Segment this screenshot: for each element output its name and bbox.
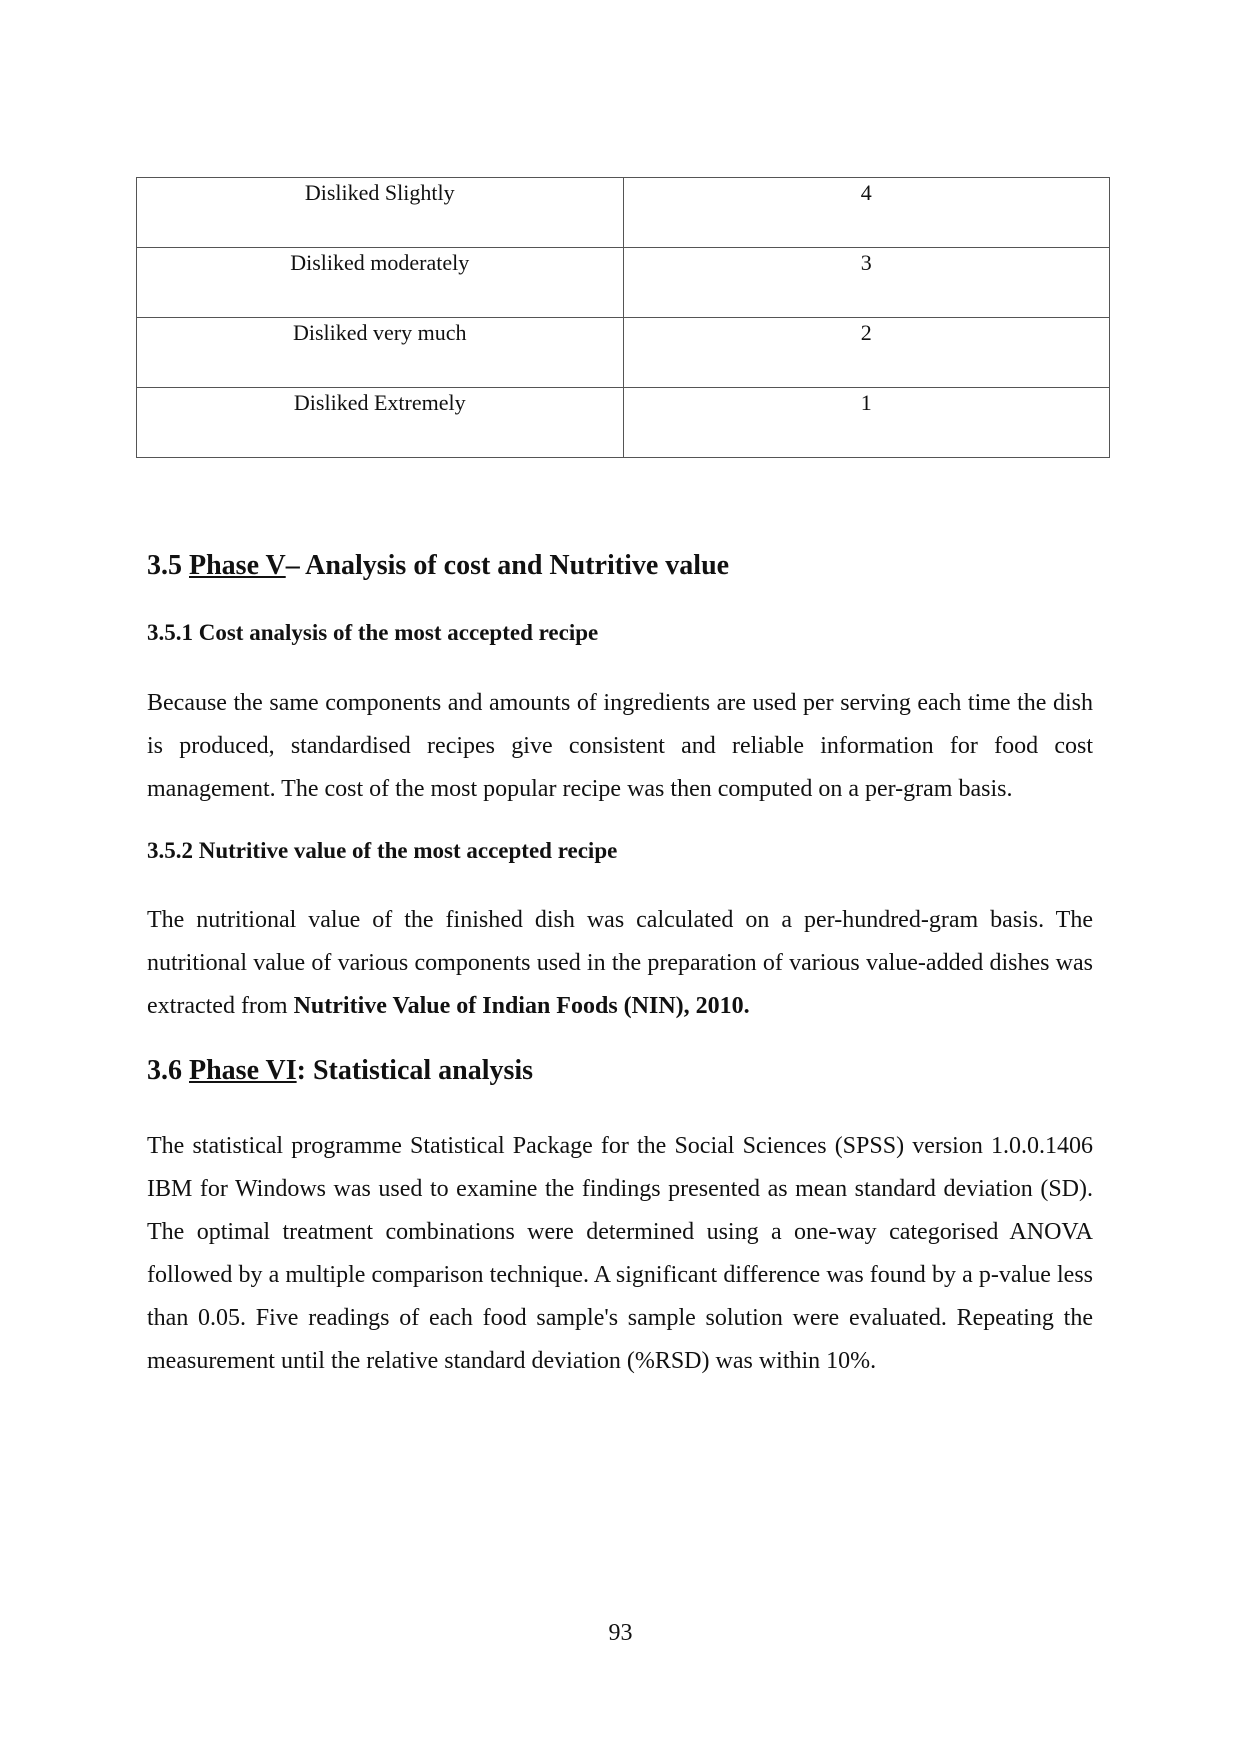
section-number: 3.5 bbox=[147, 550, 182, 581]
paragraph-statistical-analysis: The statistical programme Statistical Package for the Social Sciences (SPSS) version 1.0.0.1406 IBM for Windows was used to examine the findings presented as mean standard deviation (SD). The optimal treatment combinations were determined using a one-way categorised ANOVA followed by a multiple comparison technique. A significant difference was found by a p-value less than 0.05. Five readings of each food sample's sample solution were evaluated. Repeating the measurement until the relative standard deviation (%RSD) was within 10%. bbox=[147, 1133, 1093, 1374]
table-row bbox=[137, 318, 1110, 388]
section-number: 3.6 bbox=[147, 1055, 182, 1086]
subsection-heading-3-5-2: 3.5.2 Nutritive value of the most accepted recipe bbox=[147, 838, 618, 863]
paragraph-nutritive-value bbox=[147, 899, 1093, 1028]
table-row bbox=[137, 178, 1110, 248]
section-title: : Statistical analysis bbox=[296, 1055, 534, 1086]
page-number: 93 bbox=[608, 1620, 633, 1646]
table-cell-score: 2 bbox=[623, 318, 1110, 388]
section-heading-3-6 bbox=[147, 1055, 533, 1087]
section-phase: Phase V bbox=[189, 550, 286, 581]
paragraph-cost-analysis: Because the same components and amounts of ingredients are used per serving each time the dish is produced, standardised recipes give consistent and reliable information for food cost management. The cost of the most popular recipe was then computed on a per-gram basis. bbox=[147, 690, 1093, 802]
table-row bbox=[137, 248, 1110, 318]
table-cell-score: 1 bbox=[623, 388, 1110, 458]
table-cell-score: 3 bbox=[623, 248, 1110, 318]
table-cell-label: Disliked moderately bbox=[137, 248, 624, 318]
paragraph-citation: Nutritive Value of Indian Foods (NIN), 2010. bbox=[293, 993, 750, 1019]
section-title: – Analysis of cost and Nutritive value bbox=[285, 550, 730, 581]
paragraph-text: The nutritional value of the finished dish was calculated on a per-hundred-gram basis. The nutritional value of various components used in the preparation of various value-added dishes was extracted from bbox=[147, 907, 1093, 1019]
table-cell-label: Disliked Slightly bbox=[137, 178, 624, 248]
table-cell-label: Disliked very much bbox=[137, 318, 624, 388]
table-row bbox=[137, 388, 1110, 458]
hedonic-scale-table bbox=[136, 177, 1110, 458]
section-phase: Phase VI bbox=[189, 1055, 297, 1086]
section-heading-3-5 bbox=[147, 550, 729, 582]
subsection-heading-3-5-1: 3.5.1 Cost analysis of the most accepted recipe bbox=[147, 620, 599, 645]
table-cell-label: Disliked Extremely bbox=[137, 388, 624, 458]
table-cell-score: 4 bbox=[623, 178, 1110, 248]
